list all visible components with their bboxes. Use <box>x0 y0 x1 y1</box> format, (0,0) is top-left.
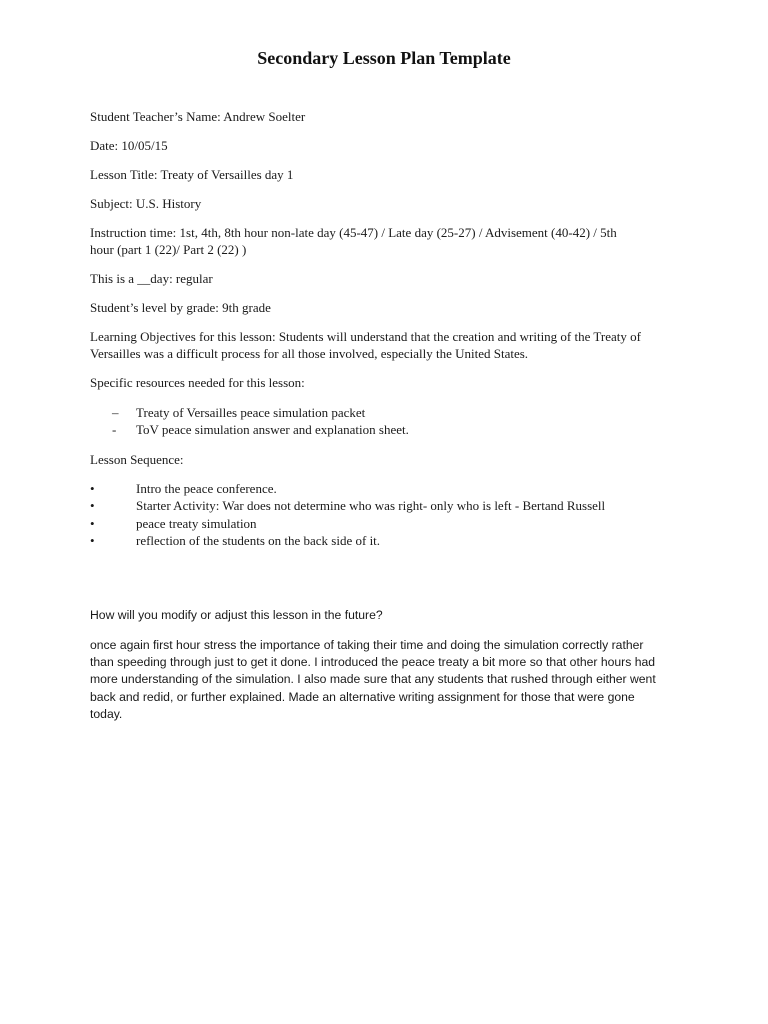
grade-level: Student’s level by grade: 9th grade <box>90 300 271 315</box>
modify-question: How will you modify or adjust this lesson in the future? <box>90 608 383 622</box>
instruction-time-line-1: Instruction time: 1st, 4th, 8th hour non-late day (45-47) / Late day (25-27) / Advisement (40-42) / 5th <box>90 225 617 240</box>
list-item <box>90 532 690 549</box>
lesson-subject: Subject: U.S. History <box>90 196 202 211</box>
modify-answer-line-1: once again first hour stress the importance of taking their time and doing the simulation correctly rather <box>90 638 644 652</box>
list-item <box>90 480 690 497</box>
resource-text: ToV peace simulation answer and explanation sheet. <box>136 422 409 438</box>
dash-marker: - <box>112 422 117 438</box>
resources-heading: Specific resources needed for this lesson: <box>90 375 305 390</box>
sequence-text: reflection of the students on the back side of it. <box>136 532 381 548</box>
modify-answer-line-2: than speeding through just to get it done. I introduced the peace treaty a bit more so that other hours had <box>90 655 656 669</box>
list-item <box>90 515 690 532</box>
sequence-text: Starter Activity: War does not determine who was right- only who is left - Bertand Russell <box>136 498 606 514</box>
sequence-text: peace treaty simulation <box>136 515 257 531</box>
bullet-marker: • <box>90 498 95 514</box>
modify-answer-line-5: today. <box>90 707 123 721</box>
sequence-text: Intro the peace conference. <box>136 481 277 496</box>
bullet-marker: • <box>90 515 95 531</box>
lesson-sequence-heading: Lesson Sequence: <box>90 452 184 467</box>
dash-marker: – <box>112 405 119 420</box>
bullet-marker: • <box>90 532 95 548</box>
learning-objectives-line-2: Versailles was a difficult process for all those involved, especially the United States. <box>90 346 529 361</box>
lesson-title: Lesson Title: Treaty of Versailles day 1 <box>90 167 294 182</box>
resources-list <box>90 404 690 439</box>
lesson-date: Date: 10/05/15 <box>90 138 168 153</box>
bullet-marker: • <box>90 481 95 496</box>
modify-answer-line-4: back and redid, or further explained. Made an alternative writing assignment for those that were gone <box>90 690 635 704</box>
lesson-sequence-list <box>90 480 690 549</box>
list-item <box>90 497 690 514</box>
instruction-time-line-2: hour (part 1 (22)/ Part 2 (22) ) <box>90 242 247 257</box>
list-item <box>90 421 690 438</box>
modify-answer-line-3: more understanding of the simulation. I also made sure that any students that rushed through either went <box>90 672 656 686</box>
list-item <box>90 404 690 421</box>
resource-text: Treaty of Versailles peace simulation packet <box>136 405 366 420</box>
learning-objectives-line-1: Learning Objectives for this lesson: Students will understand that the creation and writing of the Treaty of <box>90 329 641 344</box>
student-teacher-name: Student Teacher’s Name: Andrew Soelter <box>90 109 306 124</box>
day-type: This is a __day: regular <box>90 271 213 286</box>
document-title: Secondary Lesson Plan Template <box>257 48 511 68</box>
